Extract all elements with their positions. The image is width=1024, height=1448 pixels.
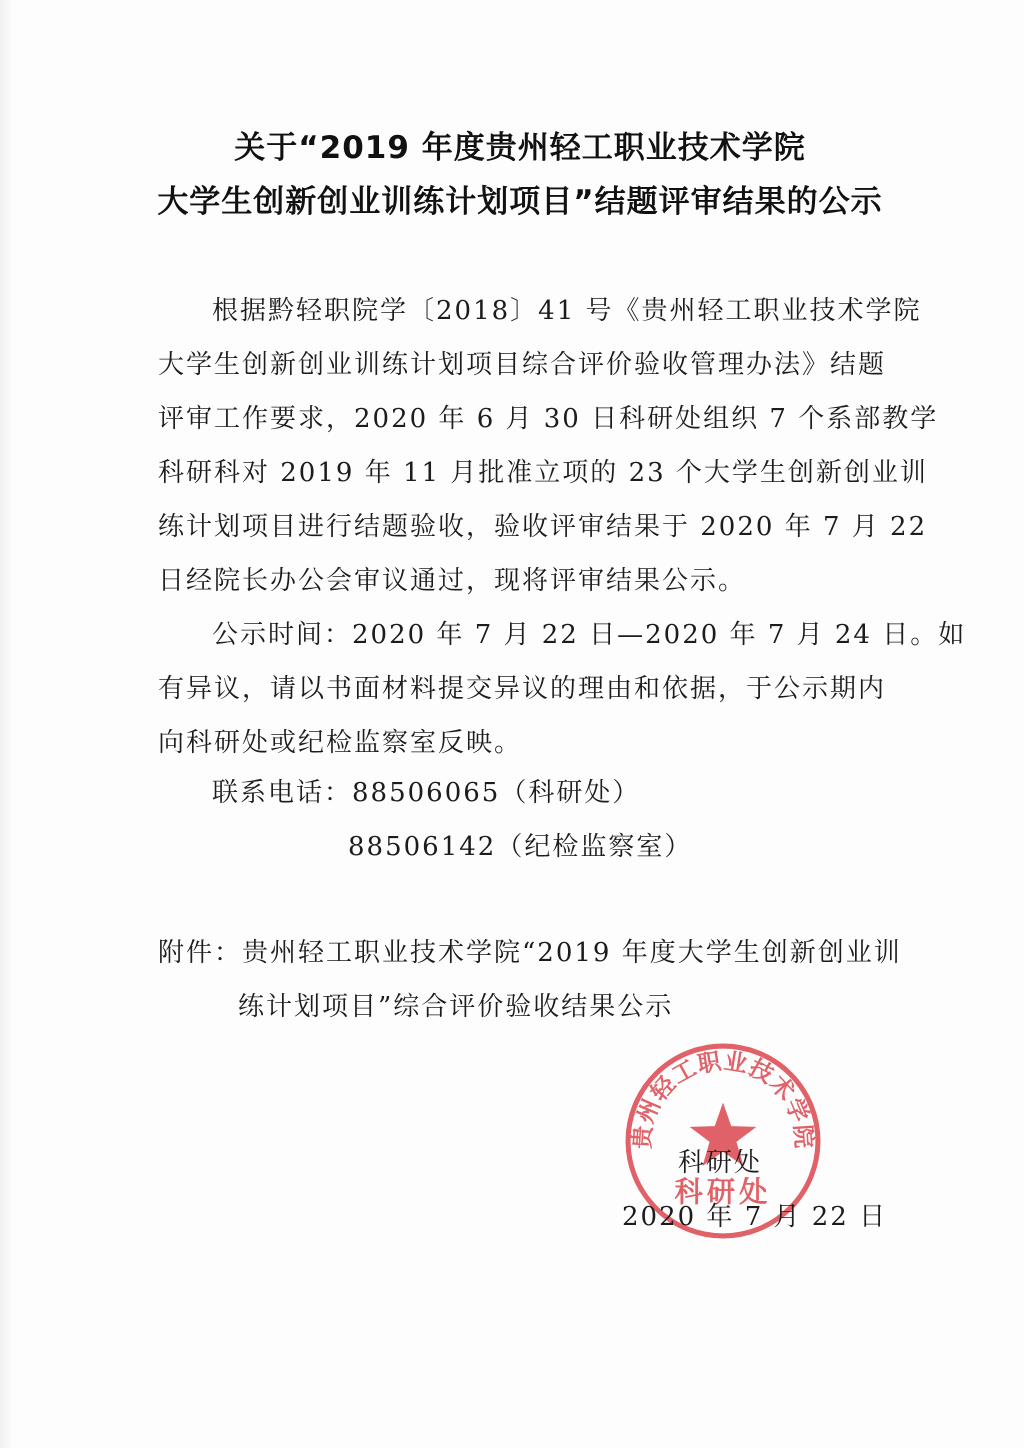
contact-phone-inspection: 88506142（纪检监察室）: [348, 832, 693, 862]
body-line: 科研科对 2019 年 11 月批准立项的 23 个大学生创新创业训: [158, 458, 928, 488]
body-line: 评审工作要求，2020 年 6 月 30 日科研处组织 7 个系部教学: [158, 404, 939, 434]
body-line: 大学生创新创业训练计划项目综合评价验收管理办法》结题: [158, 350, 887, 380]
title-line-2: 大学生创新创业训练计划项目”结题评审结果的公示: [157, 184, 883, 220]
title-line-1: 关于“2019 年度贵州轻工职业技术学院: [234, 130, 806, 166]
stamp-center-text: 科研处: [674, 1175, 772, 1209]
contact-phone-research: 联系电话：88506065（科研处）: [212, 778, 641, 808]
attachment-line-1: 附件：贵州轻工职业技术学院“2019 年度大学生创新创业训: [158, 938, 902, 968]
scan-edge-shadow: [0, 0, 14, 1448]
signature-date: 2020 年 7 月 22 日: [622, 1202, 888, 1232]
body-line: 公示时间：2020 年 7 月 22 日—2020 年 7 月 24 日。如: [212, 620, 967, 650]
stamp-arc-text: 贵州轻工职业技术学院: [628, 1047, 818, 1150]
body-line: 向科研处或纪检监察室反映。: [158, 728, 523, 758]
attachment-line-2: 练计划项目”综合评价验收结果公示: [238, 992, 674, 1022]
body-line: 日经院长办公会审议通过，现将评审结果公示。: [158, 566, 747, 596]
body-line: 根据黔轻职院学〔2018〕41 号《贵州轻工职业技术学院: [212, 296, 922, 326]
body-line: 有异议，请以书面材料提交异议的理由和依据，于公示期内: [158, 674, 887, 704]
signature-department: 科研处: [678, 1148, 763, 1178]
body-line: 练计划项目进行结题验收，验收评审结果于 2020 年 7 月 22: [158, 512, 928, 542]
